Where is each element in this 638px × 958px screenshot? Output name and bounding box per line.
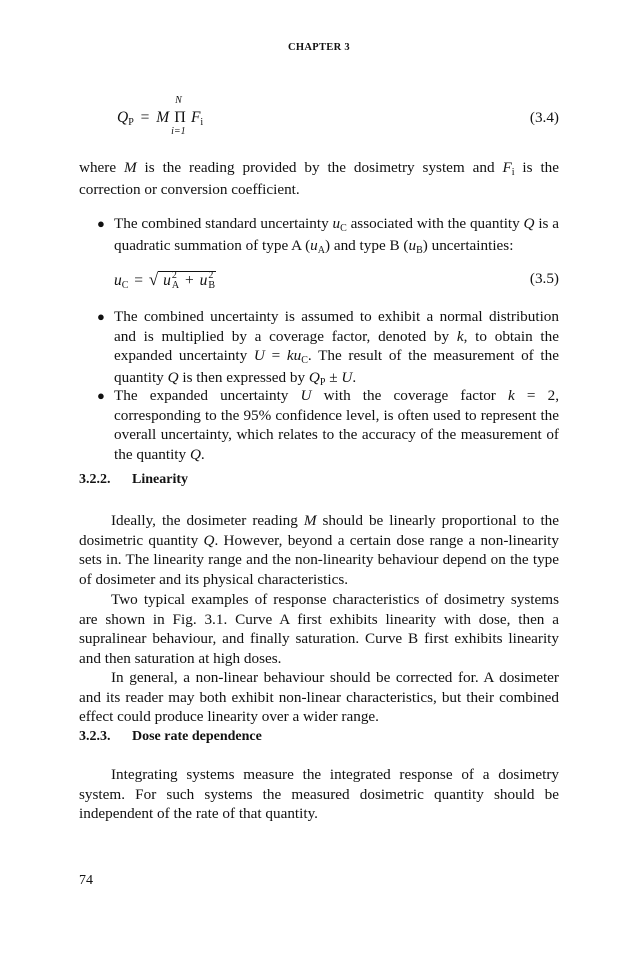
- bullet-icon: ●: [97, 388, 105, 403]
- text-run: is then expressed by: [178, 369, 309, 387]
- var-u-sub: B: [416, 244, 423, 256]
- section-number: 3.2.3.: [79, 729, 111, 744]
- running-header: CHAPTER 3: [288, 42, 350, 53]
- text-run: associated with the quantity: [346, 215, 524, 232]
- text-run: .: [200, 446, 205, 464]
- bullet-icon: ●: [97, 309, 105, 324]
- paragraph-eq-explanation: [79, 158, 559, 199]
- var-ku-sub: C: [301, 355, 308, 367]
- paragraph-dose-rate: Integrating systems measure the integrated response of a dosimetry system. For such systems the measured dosimetric quantity should be independent of the rate of that quantity.: [79, 766, 559, 823]
- equation-number: (3.5): [529, 270, 559, 287]
- page-number: 74: [79, 873, 93, 888]
- section-title: Dose rate dependence: [132, 729, 262, 744]
- text-run: , to obtain the expanded uncertainty: [114, 327, 559, 365]
- var-ku: ku: [286, 347, 302, 365]
- text-run: where: [79, 159, 124, 176]
- var-u-upper: U: [300, 387, 312, 404]
- eq34-f: F: [190, 109, 201, 126]
- var-m: M: [124, 159, 137, 176]
- eq34-m: M: [156, 109, 170, 126]
- text-run: is the correction or conversion coefficient.: [79, 159, 559, 198]
- var-u: u: [310, 236, 318, 254]
- section-title: Linearity: [132, 472, 188, 487]
- var-k: k: [456, 327, 464, 345]
- eq34-lhs: Q: [117, 109, 129, 126]
- var-u: u: [408, 236, 417, 254]
- var-u-sub: A: [317, 244, 325, 256]
- product-symbol: Π: [174, 109, 186, 126]
- text-run: . The result of the measurement of the quantity: [114, 347, 559, 387]
- text-run: = 2, corresponding to the 95% confidence level, is often used to represent the overall uncertainty, which relates to the accuracy of the measurement of the quantity: [114, 387, 559, 464]
- text-run: The combined uncertainty is assumed to exhibit a normal distribution and is multiplied by a coverage factor, denoted by: [114, 308, 559, 345]
- paragraph-linearity-3: In general, a non-linear behaviour should be corrected for. A dosimeter and its reader may both exhibit non-linear characteristics, but their combined effect could produce linearity over a wider range.: [79, 669, 559, 726]
- eq34-prod-bottom: i=1: [171, 126, 186, 137]
- section-number: 3.2.2.: [79, 472, 111, 487]
- text-run: with the coverage factor: [311, 387, 508, 404]
- sqrt-radicand: u 2 A + u 2 B: [158, 271, 216, 289]
- eq34-lhs-sub: P: [128, 117, 134, 128]
- section-heading-linearity: [79, 472, 188, 488]
- var-q: Q: [308, 369, 320, 387]
- section-heading-dose-rate: [79, 729, 262, 745]
- var-f: F: [502, 159, 512, 176]
- eq34-f-sub: i: [200, 117, 204, 128]
- bullet-item-coverage-factor: [97, 386, 559, 465]
- paragraph-linearity-1: [79, 511, 559, 590]
- eq35-lhs-sub: C: [121, 280, 129, 291]
- var-u-upper: U: [341, 369, 353, 387]
- text-run: ) uncertainties:: [422, 236, 514, 254]
- text-run: Ideally, the dosimeter reading: [111, 512, 304, 529]
- sqrt-icon: √: [148, 270, 159, 289]
- var-m: M: [303, 512, 317, 529]
- paragraph-linearity-2: Two typical examples of response characteristics of dosimetry systems are shown in Fig. 3.1. Curve A first exhibits linearity with dose, then a supralinear behaviour, and finally saturation. Curve B first exhibits linearity and then saturation at high doses.: [79, 591, 559, 668]
- text-run: The expanded uncertainty: [114, 387, 301, 404]
- var-u-sub: C: [340, 223, 347, 234]
- var-q: Q: [167, 369, 179, 387]
- var-q: Q: [203, 531, 215, 549]
- var-q-sub: P: [319, 377, 326, 389]
- bullet-icon: ●: [97, 216, 105, 231]
- text-run: is a quadratic summation of type A (: [114, 215, 559, 254]
- var-u: u: [332, 215, 341, 232]
- bullet-item-expanded-uncertainty: [97, 307, 559, 390]
- text-run: should be linearly proportional to the dosimetric quantity: [79, 512, 559, 549]
- text-run: =: [264, 347, 287, 365]
- equation-3-4: QP = M N Π i=1 Fi (3.4): [117, 95, 559, 137]
- var-q: Q: [189, 446, 201, 464]
- equation-3-5: uC = √ u 2 A + u 2 B (3.5): [114, 270, 559, 292]
- text-run: .: [352, 369, 357, 387]
- bullet-item-combined-uncertainty: [97, 214, 559, 257]
- var-f-sub: i: [511, 167, 515, 178]
- equation-number: (3.4): [529, 109, 559, 126]
- text-run: is the reading provided by the dosimetry system and: [136, 159, 503, 176]
- text-run: ) and type B (: [324, 236, 409, 254]
- text-run: The combined standard uncertainty: [114, 215, 333, 232]
- text-run: ±: [325, 369, 342, 387]
- var-q: Q: [523, 215, 535, 232]
- eq34-prod-top: N: [175, 95, 182, 106]
- eq35-lhs: u: [114, 272, 122, 289]
- var-k: k: [508, 387, 515, 404]
- var-u-upper: U: [253, 347, 265, 365]
- text-run: . However, beyond a certain dose range a non-linearity sets in. The linearity range and the non-linearity behaviour depend on the type of dosimeter and its physical characteristics.: [79, 531, 559, 589]
